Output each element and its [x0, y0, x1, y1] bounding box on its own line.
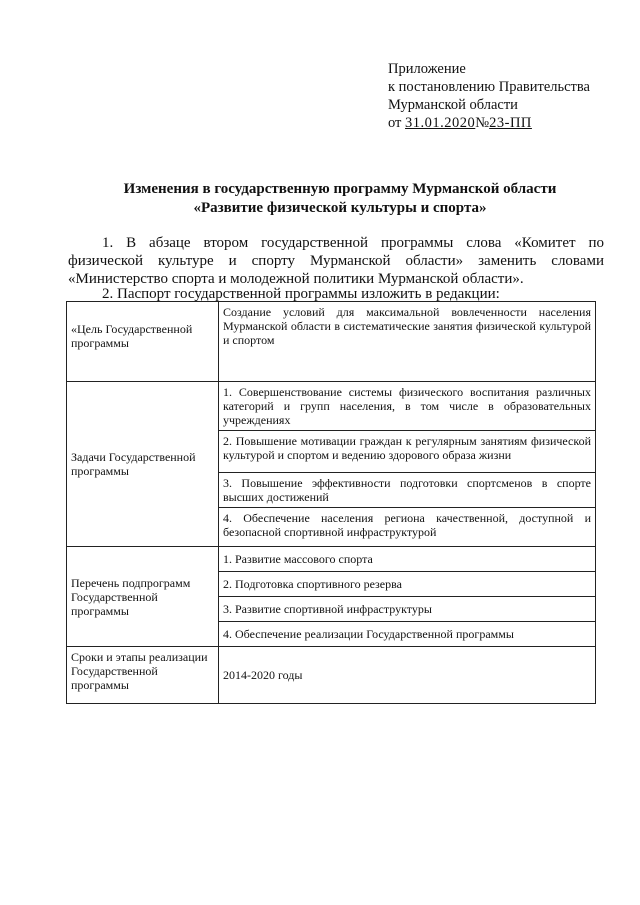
- subprogram-item: 2. Подготовка спортивного резерва: [219, 572, 596, 597]
- table-row-terms: [67, 647, 596, 704]
- subprogram-item: 4. Обеспечение реализации Государственной программы: [219, 622, 596, 647]
- terms-value: 2014-2020 годы: [219, 647, 596, 704]
- number-prefix: №: [475, 115, 490, 131]
- appendix-line-2: к постановлению Правительства: [388, 79, 590, 95]
- subprograms-label: Перечень подпрограмм Государственной программы: [67, 547, 219, 647]
- appendix-date-line: [388, 114, 590, 132]
- document-title: [60, 180, 620, 218]
- table-row-goal: [67, 302, 596, 382]
- task-item: 2. Повышение мотивации граждан к регулярным занятиям физической культурой и спортом и ведению здорового образа жизни: [219, 431, 596, 473]
- task-item: 3. Повышение эффективности подготовки спортсменов в спорте высших достижений: [219, 473, 596, 508]
- appendix-header: [388, 60, 590, 132]
- goal-label: «Цель Государственной программы: [67, 302, 219, 382]
- date-prefix: от: [388, 115, 402, 131]
- goal-text: Создание условий для максимальной вовлеченности населения Мурманской области в систематические занятия физической культурой и спортом: [219, 302, 596, 382]
- resolution-date: 31.01.2020: [405, 115, 476, 131]
- paragraph-2: 2. Паспорт государственной программы изложить в редакции:: [102, 286, 500, 302]
- title-line-2: «Развитие физической культуры и спорта»: [193, 200, 487, 216]
- terms-label: Сроки и этапы реализации Государственной программы: [67, 647, 219, 704]
- program-passport-table: [66, 301, 596, 704]
- subprogram-item: 3. Развитие спортивной инфраструктуры: [219, 597, 596, 622]
- tasks-label: Задачи Государственной программы: [67, 382, 219, 547]
- appendix-line-1: Приложение: [388, 61, 466, 77]
- subprogram-item: 1. Развитие массового спорта: [219, 547, 596, 572]
- appendix-line-3: Мурманской области: [388, 97, 518, 113]
- resolution-number: 23-ПП: [489, 115, 532, 131]
- task-item: 1. Совершенствование системы физического воспитания различных категорий и групп населения, в том числе в образовательных учреждениях: [219, 382, 596, 431]
- table-row: [67, 382, 596, 431]
- task-item: 4. Обеспечение населения региона качественной, доступной и безопасной спортивной инфраструктурой: [219, 508, 596, 547]
- table-row: [67, 547, 596, 572]
- paragraph-1: 1. В абзаце втором государственной программы слова «Комитет по физической культуре и спорту Мурманской области» заменить словами «Министерство спорта и молодежной политики Мурманской области».: [68, 235, 604, 287]
- title-line-1: Изменения в государственную программу Мурманской области: [123, 181, 557, 197]
